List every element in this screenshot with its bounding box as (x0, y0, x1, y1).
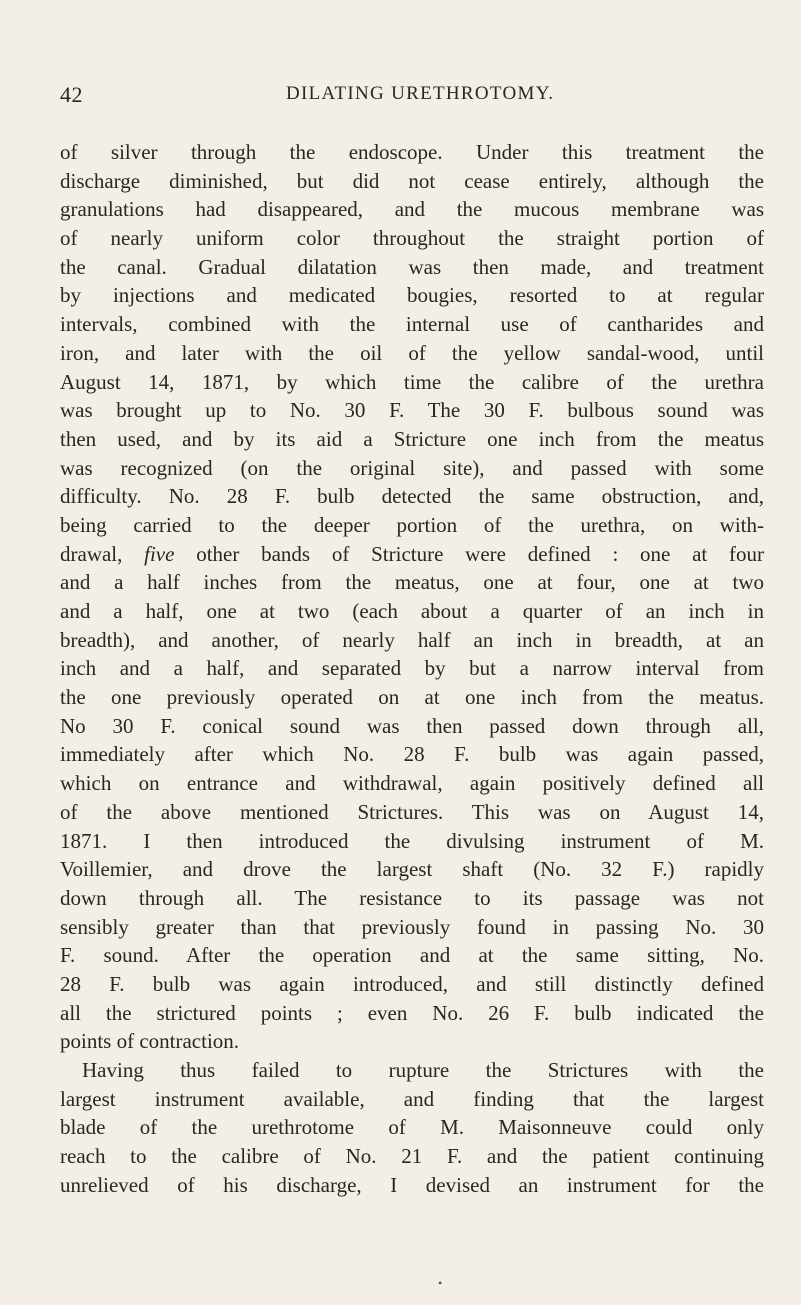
text-line: Voillemier, and drove the largest shaft (No. 32 F.) rapidly (60, 857, 764, 882)
text-line: by injections and medicated bougies, resorted to at regular (60, 283, 764, 308)
page-number: 42 (60, 82, 83, 107)
text-line: inch and a half, and separated by but a narrow interval from (60, 656, 764, 681)
text-segment: other bands of Stricture were defined : one at four (174, 541, 764, 566)
text-line: 1871. I then introduced the divulsing instrument of M. (60, 828, 764, 853)
text-line: breadth), and another, of nearly half an inch in breadth, at an (60, 627, 764, 652)
text-line: largest instrument available, and finding that the largest (60, 1086, 764, 1111)
text-line: then used, and by its aid a Stricture one inch from the meatus (60, 426, 764, 451)
text-line: difficulty. No. 28 F. bulb detected the same obstruction, and, (60, 484, 764, 509)
text-line: of the above mentioned Strictures. This was on August 14, (60, 799, 764, 824)
text-line: F. sound. After the operation and at the same sitting, No. (60, 943, 764, 968)
text-line: granulations had disappeared, and the mucous membrane was (60, 197, 764, 222)
text-line: of nearly uniform color throughout the straight portion of (60, 226, 764, 251)
paragraph-end-line: points of contraction. (60, 1029, 240, 1054)
text-line: was recognized (on the original site), and passed with some (60, 455, 764, 480)
text-line: of silver through the endoscope. Under this treatment the (60, 140, 764, 164)
text-segment: drawal, (60, 541, 145, 566)
running-head (60, 82, 760, 112)
text-line: was brought up to No. 30 F. The 30 F. bulbous sound was (60, 398, 764, 423)
text-line: intervals, combined with the internal use of cantharides and (60, 312, 764, 337)
print-speck: • (438, 1276, 443, 1290)
text-line: reach to the calibre of No. 21 F. and the patient continuing (60, 1144, 764, 1169)
text-line: unrelieved of his discharge, I devised an instrument for the (60, 1172, 764, 1197)
text-line: being carried to the deeper portion of the urethra, on with- (60, 512, 764, 537)
running-title: DILATING URETHROTOMY. (286, 83, 555, 104)
text-line: blade of the urethrotome of M. Maisonneuve could only (60, 1115, 764, 1140)
text-line: 28 F. bulb was again introduced, and still distinctly defined (60, 971, 764, 996)
text-line: sensibly greater than that previously found in passing No. 30 (60, 914, 764, 939)
text-line: No 30 F. conical sound was then passed down through all, (60, 713, 764, 738)
italic-word: five (144, 541, 175, 566)
text-line: August 14, 1871, by which time the calibre of the urethra (60, 369, 764, 394)
text-line: all the strictured points ; even No. 26 F. bulb indicated the (60, 1000, 764, 1025)
text-line: and a half inches from the meatus, one at four, one at two (60, 570, 764, 595)
text-line: which on entrance and withdrawal, again positively defined all (60, 771, 764, 796)
text-line: iron, and later with the oil of the yellow sandal-wood, until (60, 340, 764, 365)
text-line: down through all. The resistance to its passage was not (60, 885, 764, 910)
text-line: immediately after which No. 28 F. bulb was again passed, (60, 742, 764, 767)
body-text (60, 138, 764, 1199)
text-line: discharge diminished, but did not cease entirely, although the (60, 168, 764, 193)
text-line: and a half, one at two (each about a quarter of an inch in (60, 599, 764, 623)
text-line: the canal. Gradual dilatation was then made, and treatment (60, 254, 764, 279)
paragraph-start-line: Having thus failed to rupture the Strictures with the (82, 1058, 764, 1082)
text-line-with-italic (60, 540, 764, 569)
text-line: the one previously operated on at one inch from the meatus. (60, 685, 764, 710)
